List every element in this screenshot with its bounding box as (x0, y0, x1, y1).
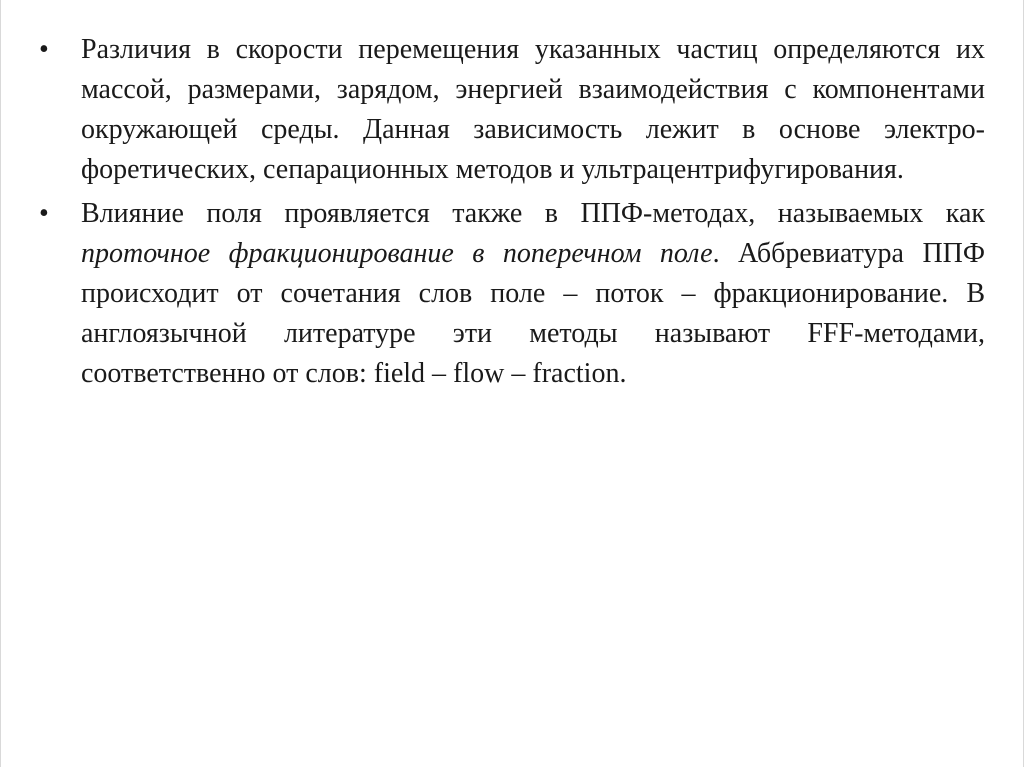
bullet-text-start: Влияние поля проявляется также в ППФ-методах, называемых как (81, 198, 985, 229)
bullet-text: Различия в скорости перемещения указанных частиц определяются их массой, размерами, зарядом, энергией взаимодействия с компонентами окружающей среды. Данная зависимость лежит в основе электро-форетических, сепарационных методов и ультрацентрифугирования. (81, 34, 985, 185)
italic-term: проточное фракционирование в поперечном поле (81, 238, 713, 269)
bullet-item-mobility (39, 30, 985, 190)
bullet-item-fff (39, 194, 985, 394)
bullet-text-end: . Аббревиатура ППФ происходит от сочетания слов поле – поток – фракционирование. В англоязычной литературе эти методы называют FFF-методами, соответственно от слов: field – flow – fraction. (81, 238, 985, 389)
bullet-text (81, 194, 985, 394)
bullet-list (39, 30, 985, 398)
bullet-dot-icon: • (39, 198, 49, 229)
bullet-dot-icon: • (39, 34, 49, 65)
